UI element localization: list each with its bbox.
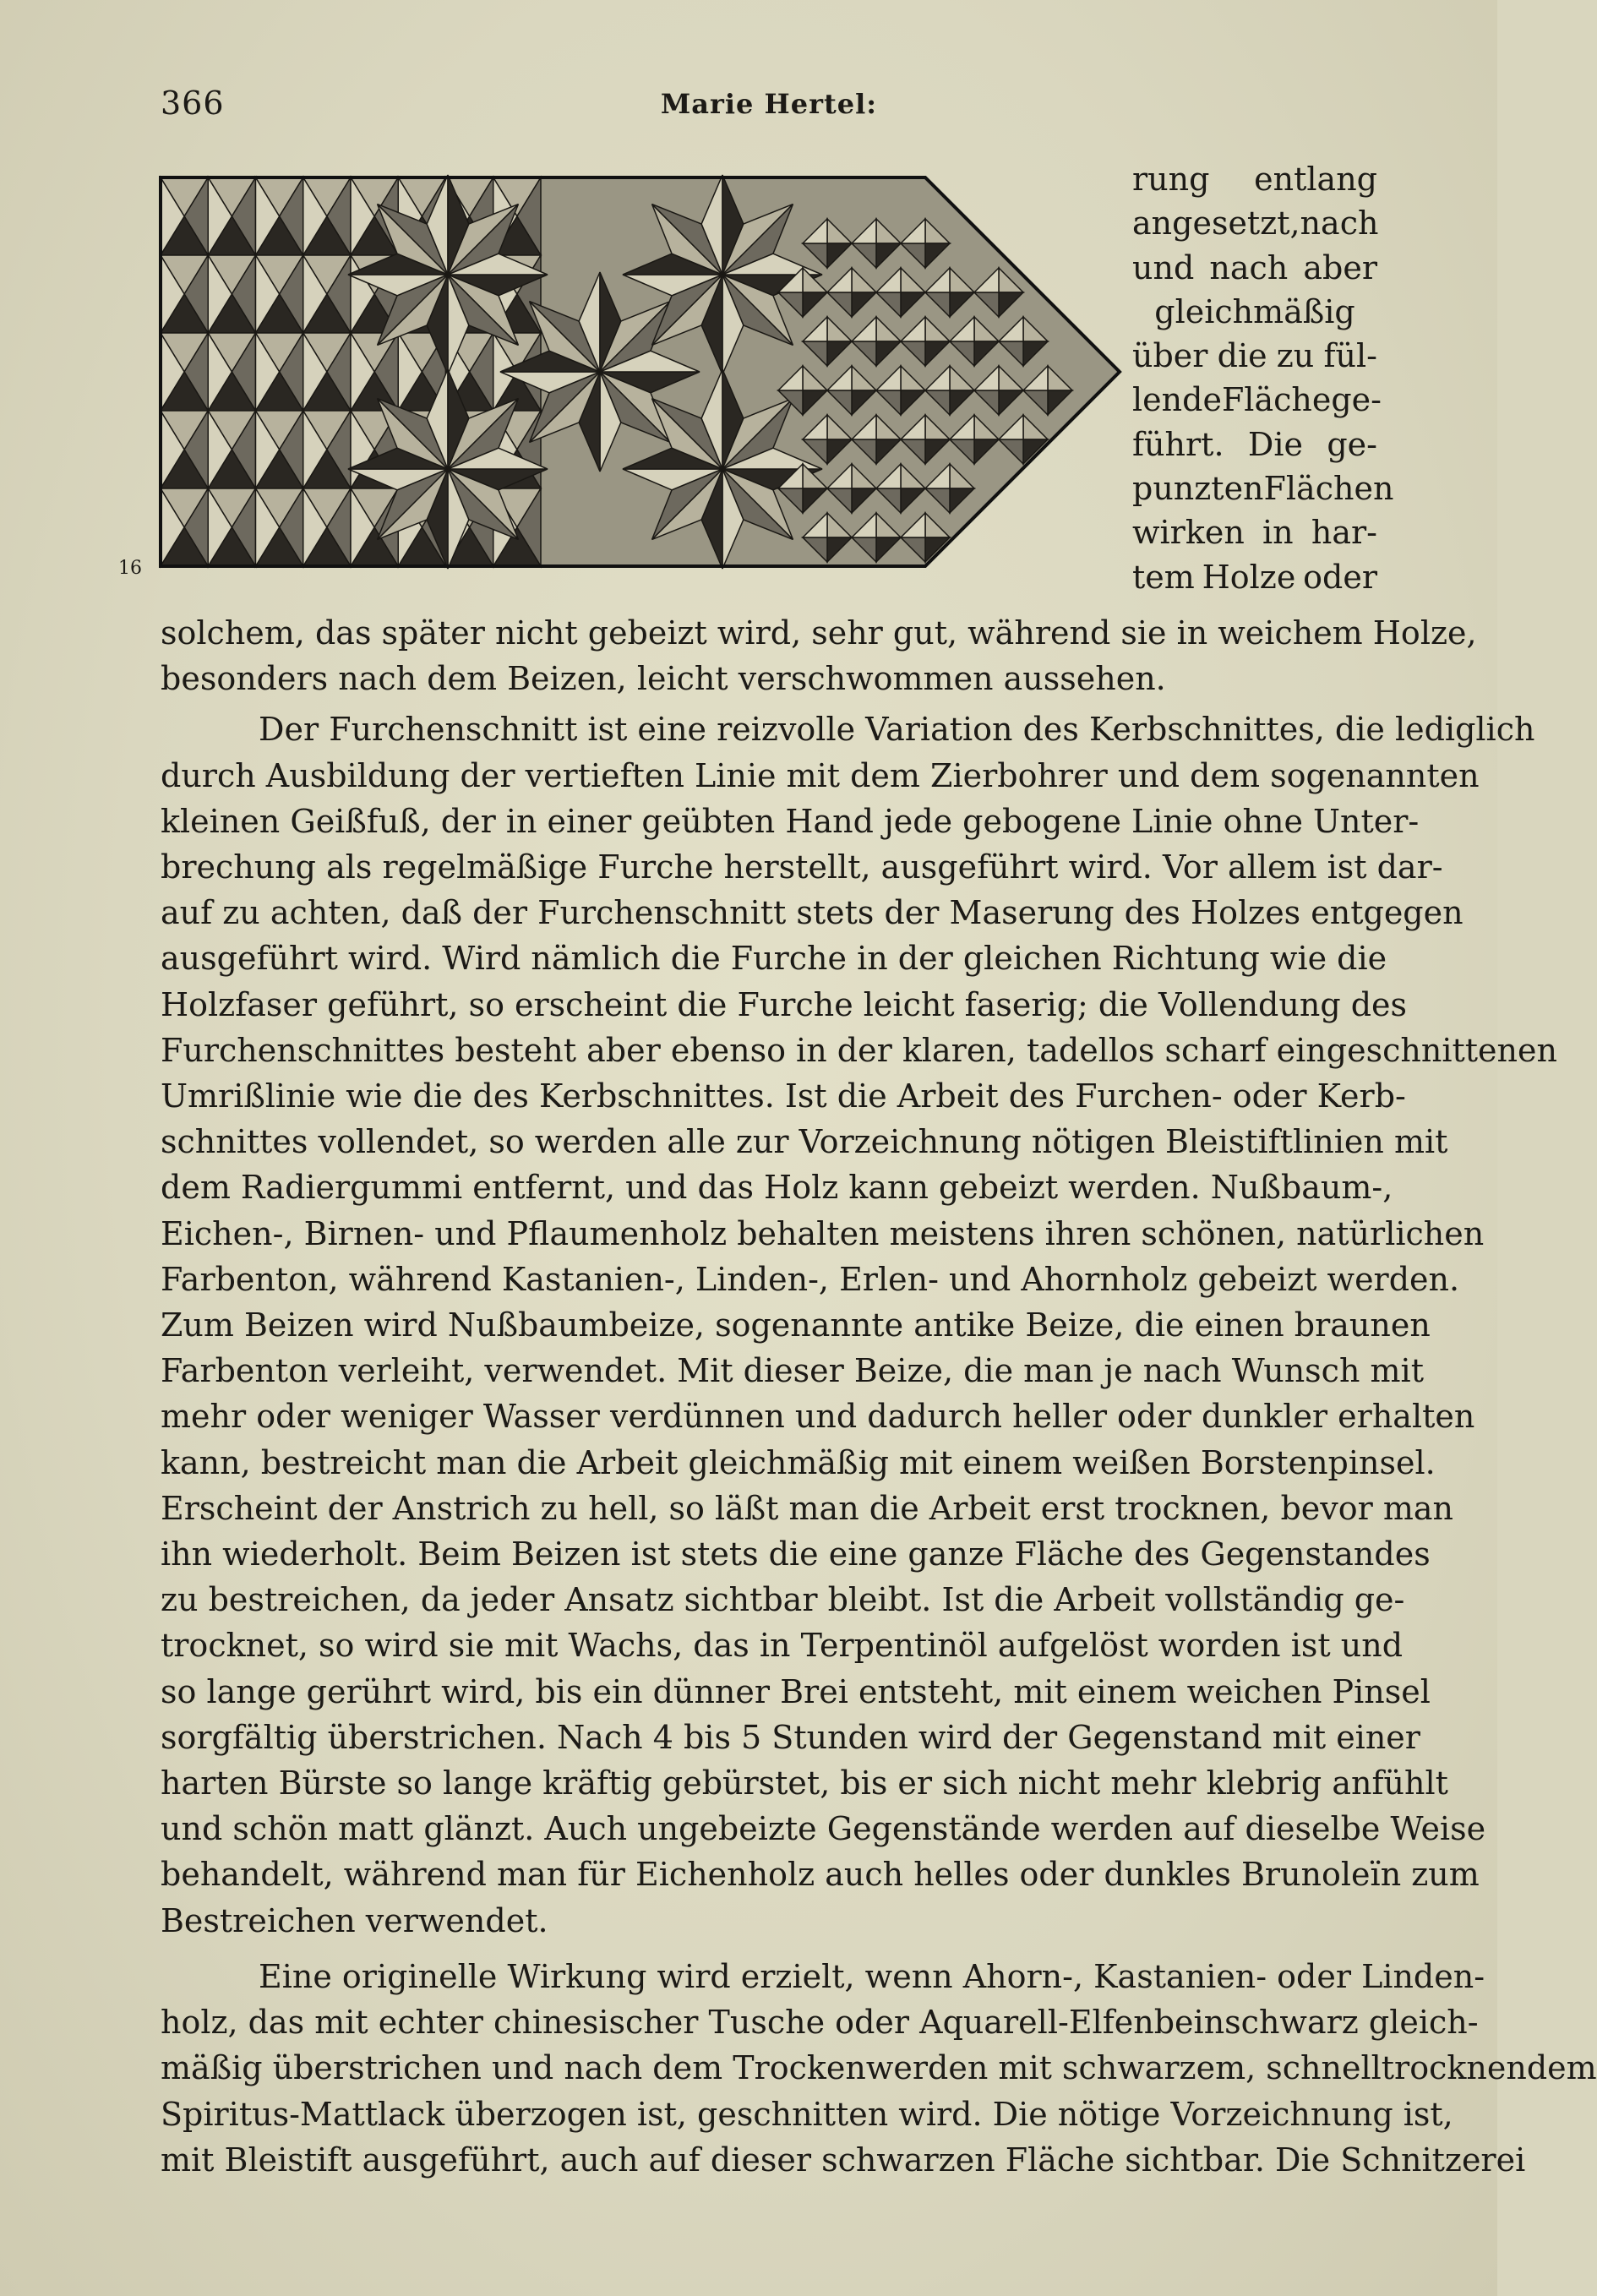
paragraph [161, 706, 1557, 1943]
wrap-line [1132, 290, 1377, 334]
word: har- [1311, 514, 1377, 552]
text-line: Farbenton, während Kastanien-, Linden-, Erlen- und Ahornholz gebeizt werden. [161, 1260, 1460, 1298]
word: Fläche [1221, 381, 1332, 419]
wrap-line [1132, 555, 1377, 599]
wrap-line [1132, 201, 1377, 245]
word: Flächen [1263, 470, 1394, 508]
text-line: auf zu achten, daß der Furchenschnitt stets der Maserung des Holzes entgegen [161, 894, 1463, 932]
text-line: schnittes vollendet, so werden alle zur Vorzeichnung nötigen Bleistiftlinien mit [161, 1123, 1448, 1161]
text-line: harten Bürste so lange kräftig gebürstet, bis er sich nicht mehr klebrig anfühlt [161, 1764, 1448, 1802]
text-line: kann, bestreicht man die Arbeit gleichmäßig mit einem weißen Borstenpinsel. [161, 1443, 1436, 1481]
text-line: mehr oder weniger Wasser verdünnen und dadurch heller oder dunkler erhalten [161, 1398, 1475, 1436]
chip-carving-pattern [161, 173, 1124, 570]
wrapped-text-column [1132, 157, 1394, 599]
paragraph [161, 610, 1477, 701]
text-line: besonders nach dem Beizen, leicht verschwommen aussehen. [161, 660, 1166, 698]
word: tem [1132, 558, 1195, 596]
text-line: brechung als regelmäßige Furche herstellt, ausgeführt wird. Vor allem ist dar- [161, 848, 1443, 886]
word: gleichmäßig [1154, 292, 1355, 330]
text-line: Holzfaser geführt, so erscheint die Furche leicht faserig; die Vollendung des [161, 985, 1408, 1023]
body-text [161, 610, 1597, 2183]
word: Holze [1202, 558, 1296, 596]
word: fül- [1323, 337, 1377, 375]
word: entlang [1254, 161, 1377, 198]
running-head [161, 85, 1377, 127]
text-line: Umrißlinie wie die des Kerbschnittes. Ist die Arbeit des Furchen- oder Kerb- [161, 1077, 1406, 1115]
diamond-facet [925, 537, 950, 562]
text-line: dem Radiergummi entfernt, und das Holz kann gebeizt werden. Nußbaum-, [161, 1169, 1393, 1207]
text-line: ausgeführt wird. Wird nämlich die Furche in der gleichen Richtung wie die [161, 940, 1387, 978]
figure-number: 16 [118, 558, 142, 579]
text-line: Der Furchenschnitt ist eine reizvolle Variation des Kerbschnittes, die lediglich [259, 711, 1535, 749]
wrap-line [1132, 423, 1377, 466]
text-line: Erscheint der Anstrich zu hell, so läßt man die Arbeit erst trocknen, bevor man [161, 1489, 1454, 1527]
word: oder [1303, 558, 1377, 596]
text-line: so lange gerührt wird, bis ein dünner Brei entsteht, mit einem weichen Pinsel [161, 1672, 1431, 1710]
text-line: Spiritus-Mattlack überzogen ist, geschnitten wird. Die nötige Vorzeichnung ist, [161, 2095, 1453, 2133]
word: lende [1132, 381, 1222, 419]
word: aber [1303, 248, 1377, 286]
text-line: ihn wiederholt. Beim Beizen ist stets die eine ganze Fläche des Gegenstandes [161, 1535, 1431, 1573]
text-line: Eichen-, Birnen- und Pflaumenholz behalten meistens ihren schönen, natürlichen [161, 1214, 1485, 1252]
text-line: kleinen Geißfuß, der in einer geübten Hand jede gebogene Linie ohne Unter- [161, 802, 1420, 840]
wrap-line [1132, 466, 1394, 510]
word: und [1132, 248, 1195, 286]
text-line: Eine originelle Wirkung wird erzielt, wenn Ahorn-, Kastanien- oder Linden- [259, 1957, 1485, 1995]
word: nach [1300, 205, 1379, 243]
text-line: durch Ausbildung der vertieften Linie mit dem Zierbohrer und dem sogenannten [161, 756, 1480, 794]
word: ge- [1327, 425, 1377, 463]
wrap-line [1132, 246, 1377, 290]
word: zu [1276, 337, 1315, 375]
word: Die [1247, 425, 1303, 463]
word: ge- [1331, 381, 1382, 419]
word: punzten [1132, 470, 1264, 508]
word: angesetzt, [1132, 205, 1300, 243]
chip-carving-illustration [161, 173, 1124, 570]
text-line: mit Bleistift ausgeführt, auch auf dieser schwarzen Fläche sichtbar. Die Schnitzerei [161, 2141, 1526, 2179]
running-head-author: Marie Hertel: [660, 88, 878, 120]
wrap-line [1132, 510, 1377, 554]
text-line: und schön matt glänzt. Auch ungebeizte Gegenstände werden auf dieselbe Weise [161, 1810, 1486, 1848]
diamond-facet [1023, 439, 1048, 464]
text-line: behandelt, während man für Eichenholz auch helles oder dunkles Brunoleïn zum [161, 1856, 1480, 1894]
text-line: trocknet, so wird sie mit Wachs, das in Terpentinöl aufgelöst worden ist und [161, 1627, 1404, 1665]
word: rung [1132, 161, 1210, 198]
text-line: mäßig überstrichen und nach dem Trockenwerden mit schwarzem, schnelltrocknendem [161, 2049, 1597, 2087]
text-line: Furchenschnittes besteht aber ebenso in der klaren, tadellos scharf eingeschnittenen [161, 1031, 1557, 1069]
text-line: solchem, das später nicht gebeizt wird, sehr gut, während sie in weichem Holze, [161, 614, 1477, 652]
word: führt. [1132, 425, 1224, 463]
text-line: zu bestreichen, da jeder Ansatz sichtbar bleibt. Ist die Arbeit vollständig ge- [161, 1581, 1405, 1619]
text-line: sorgfältig überstrichen. Nach 4 bis 5 Stunden wird der Gegenstand mit einer [161, 1718, 1420, 1756]
word: wirken [1132, 514, 1245, 552]
text-line: Farbenton verleiht, verwendet. Mit dieser Beize, die man je nach Wunsch mit [161, 1352, 1424, 1390]
word: in [1262, 514, 1294, 552]
text-line: Zum Beizen wird Nußbaumbeize, sogenannte antike Beize, die einen braunen [161, 1306, 1431, 1344]
text-line: Bestreichen verwendet. [161, 1901, 548, 1939]
wrap-line [1132, 157, 1377, 201]
word: nach [1209, 248, 1289, 286]
paragraph [161, 1954, 1597, 2183]
text-line: holz, das mit echter chinesischer Tusche oder Aquarell-Elfenbeinschwarz gleich- [161, 2004, 1479, 2042]
wrap-line [1132, 334, 1377, 378]
word: die [1217, 337, 1267, 375]
word: über [1132, 337, 1208, 375]
page-number: 366 [161, 85, 225, 122]
wrap-line [1132, 378, 1382, 422]
